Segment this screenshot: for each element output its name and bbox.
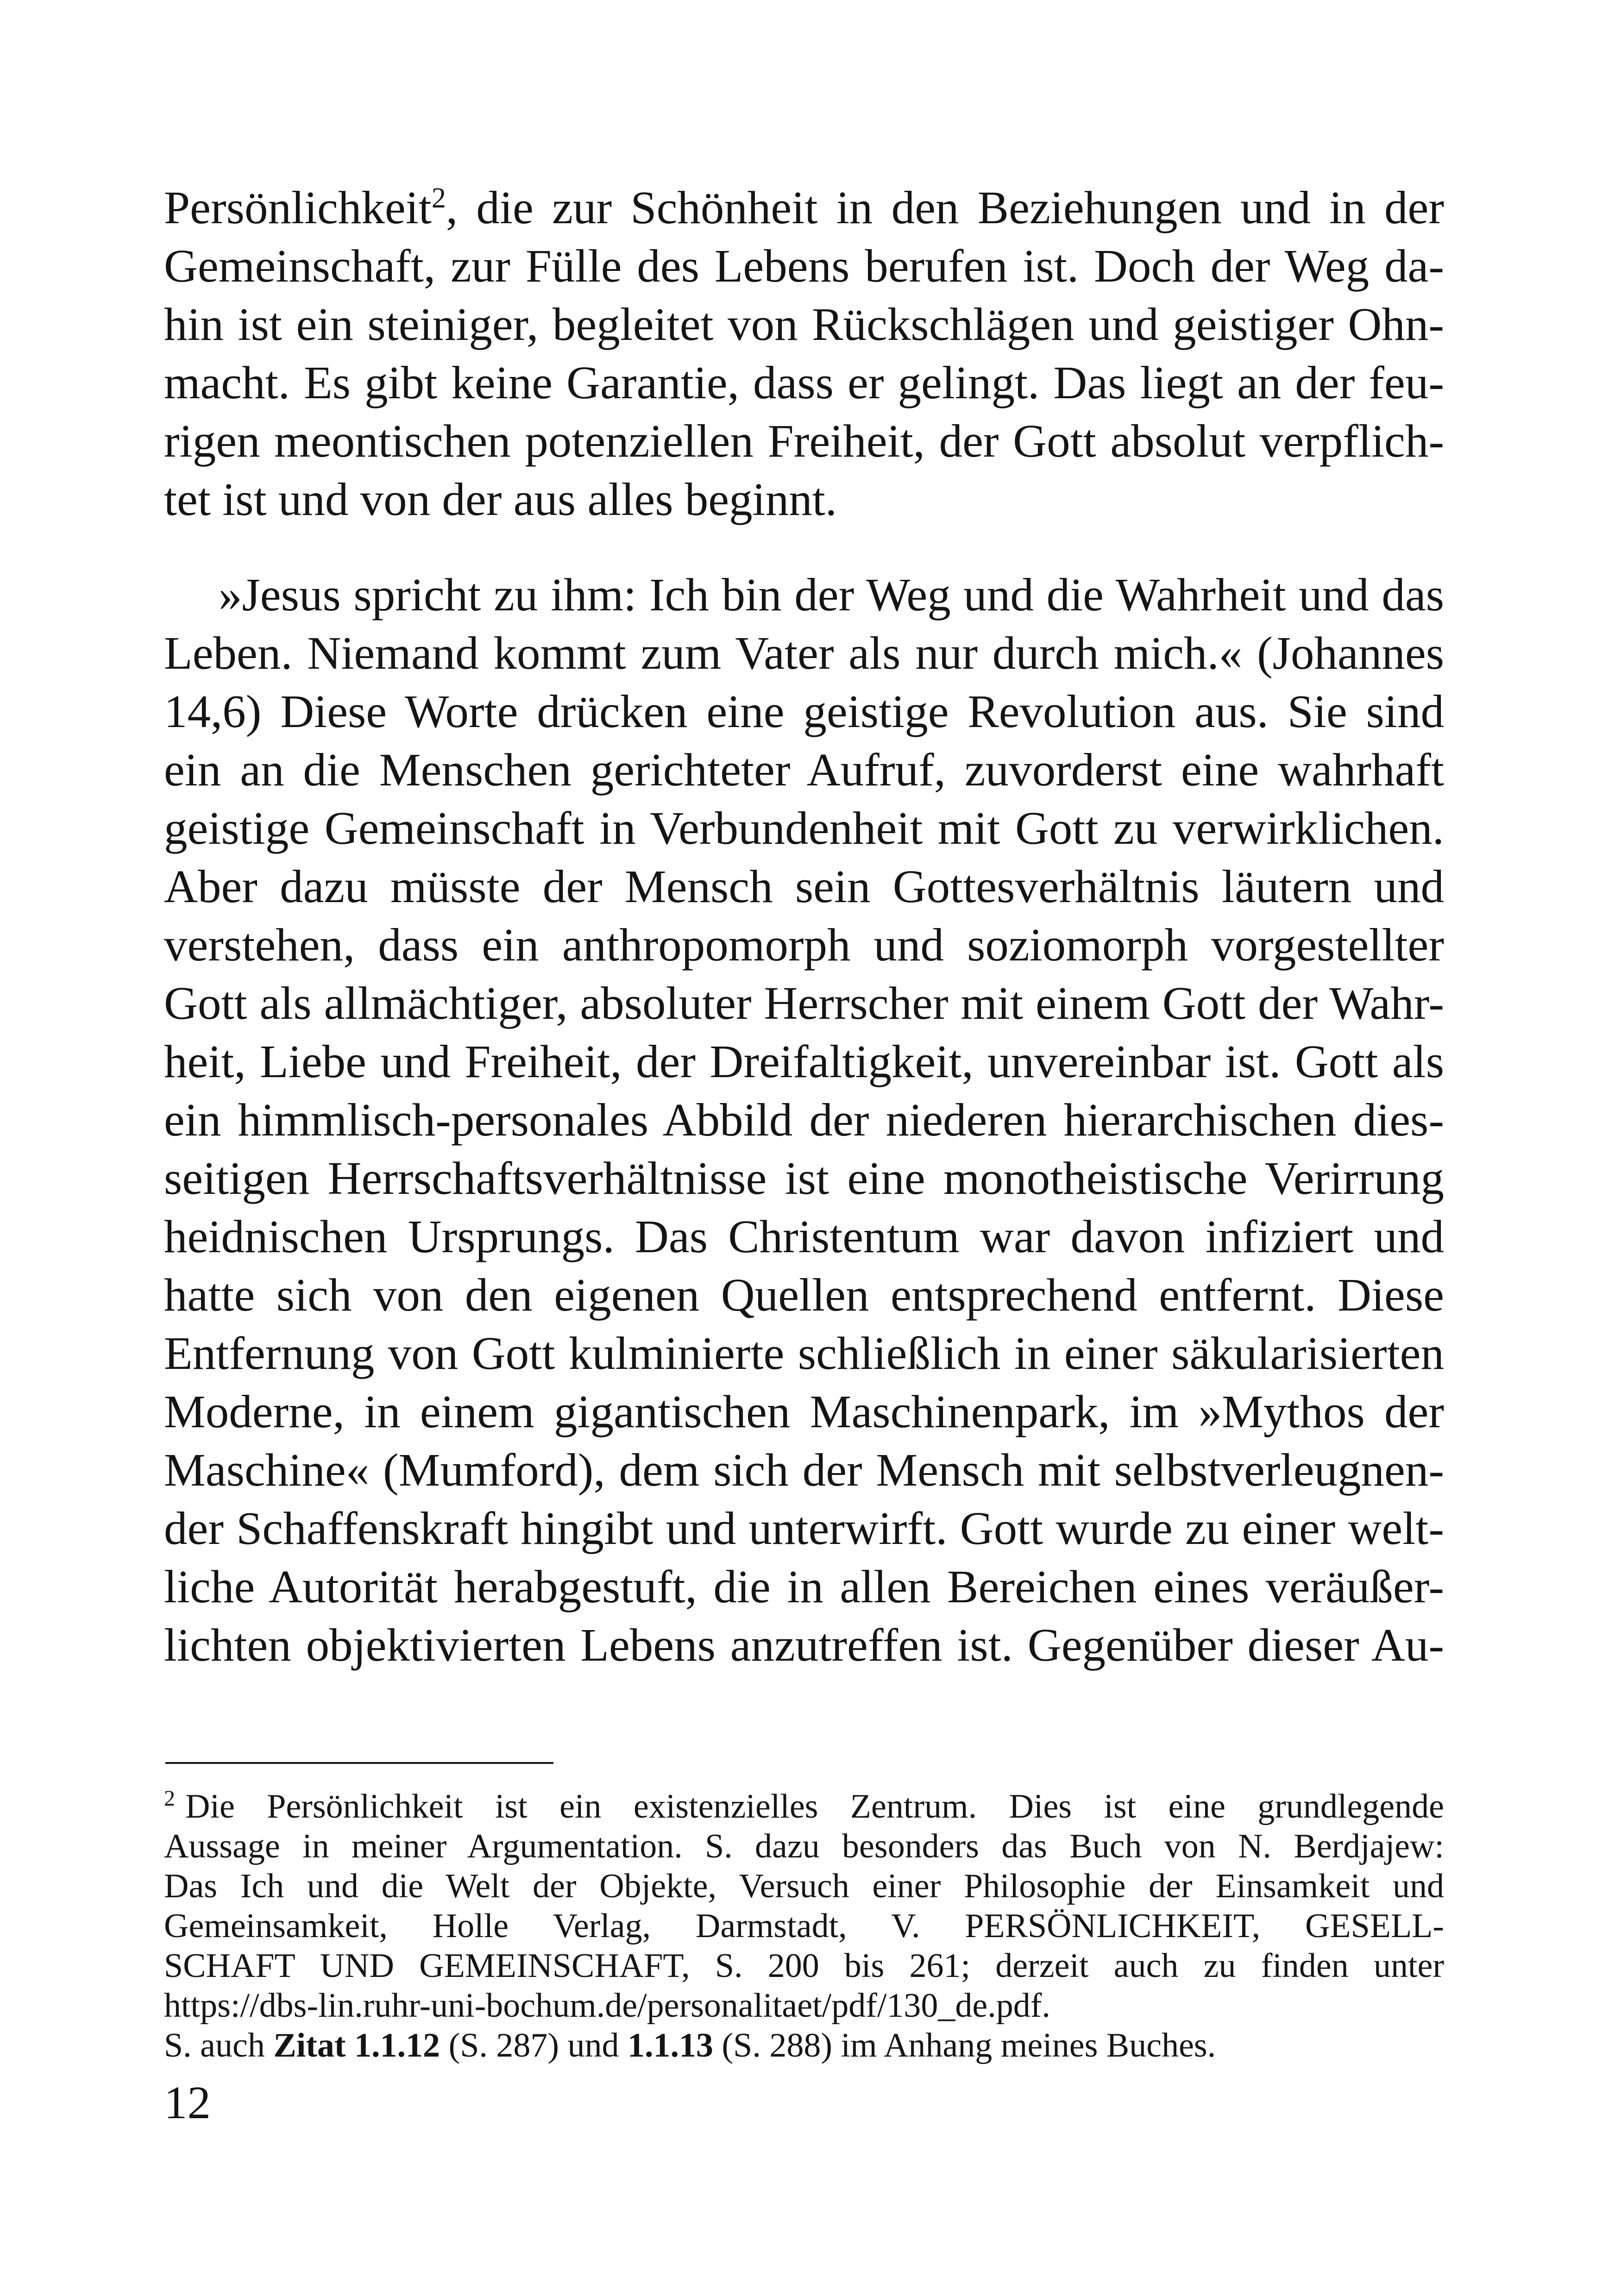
text-line: Gemeinschaft, zur Fülle des Lebens berufen ist. Doch der Weg da- xyxy=(164,240,1444,292)
footnote-marker: 2 xyxy=(164,1786,175,1811)
text-line: Maschine« (Mumford), dem sich der Mensch mit selbstverleugnen- xyxy=(164,1444,1444,1496)
text-line: verstehen, dass ein anthropomorph und soziomorph vorgestellter xyxy=(164,919,1444,971)
text-line: Leben. Niemand kommt zum Vater als nur durch mich.« (Johannes xyxy=(164,627,1444,679)
footnote-separator xyxy=(165,1762,553,1764)
footnote xyxy=(164,1787,1444,2065)
paragraph-1 xyxy=(164,178,1444,528)
footnote-line: Gemeinsamkeit, Holle Verlag, Darmstadt, V. PERSÖNLICHKEIT, GESELL- xyxy=(164,1907,1444,1945)
page-number: 12 xyxy=(164,2076,211,2128)
text-line: Persönlichkeit$^2$, die zur Schönheit in den Beziehungen und in der xyxy=(164,182,1444,233)
footnote-line: Das Ich und die Welt der Objekte, Versuch einer Philosophie der Einsamkeit und xyxy=(164,1867,1444,1905)
footnote-line: $^2$ Die Persönlichkeit ist ein existenzielles Zentrum. Dies ist eine grundlegende xyxy=(164,1786,1444,1826)
text-line: tet ist und von der aus alles beginnt. xyxy=(164,473,837,525)
text-line: Aber dazu müsste der Mensch sein Gottesverhältnis läutern und xyxy=(164,860,1444,912)
text-line: liche Autorität herabgestuft, die in allen Bereichen eines veräußer- xyxy=(164,1561,1444,1612)
text-line: Gott als allmächtiger, absoluter Herrscher mit einem Gott der Wahr- xyxy=(164,977,1444,1029)
text-line: Moderne, in einem gigantischen Maschinenpark, im »Mythos der xyxy=(164,1386,1444,1437)
text-line: Entfernung von Gott kulminierte schließlich in einer säkularisierten xyxy=(164,1327,1444,1379)
text-line: hatte sich von den eigenen Quellen entsprechend entfernt. Diese xyxy=(164,1269,1444,1321)
text-line: der Schaffenskraft hingibt und unterwirft. Gott wurde zu einer welt- xyxy=(164,1502,1444,1554)
text-line: seitigen Herrschaftsverhältnisse ist eine monotheistische Verirrung xyxy=(164,1152,1444,1204)
text-line: rigen meontischen potenziellen Freiheit, der Gott absolut verpflich- xyxy=(164,415,1444,467)
text-line: heit, Liebe und Freiheit, der Dreifaltigkeit, unvereinbar ist. Gott als xyxy=(164,1035,1444,1087)
footnote-see-also: S. auch Zitat 1.1.12 (S. 287) und 1.1.13 (S. 288) im Anhang meines Buches. xyxy=(164,2026,1216,2064)
footnote-line: SCHAFT UND GEMEINSCHAFT, S. 200 bis 261; derzeit auch zu finden unter xyxy=(164,1947,1444,1985)
main-text xyxy=(164,178,1444,1674)
text-line: heidnischen Ursprungs. Das Christentum war davon infiziert und xyxy=(164,1211,1444,1262)
footnote-url: https://dbs-lin.ruhr-uni-bochum.de/personalitaet/pdf/130_de.pdf. xyxy=(164,1987,1050,2025)
text-line: geistige Gemeinschaft in Verbundenheit mit Gott zu verwirklichen. xyxy=(164,802,1444,854)
footnote-reference: 2 xyxy=(431,182,446,214)
text-line: »Jesus spricht zu ihm: Ich bin der Weg und die Wahrheit und das xyxy=(219,569,1444,621)
paragraph-2 xyxy=(164,565,1444,1674)
text-line: ein an die Menschen gerichteter Aufruf, zuvorderst eine wahrhaft xyxy=(164,744,1444,796)
text-line: hin ist ein steiniger, begleitet von Rückschlägen und geistiger Ohn- xyxy=(164,298,1444,350)
text-line: ein himmlisch-personales Abbild der niederen hierarchischen dies- xyxy=(164,1094,1444,1146)
text-line: 14,6) Diese Worte drücken eine geistige Revolution aus. Sie sind xyxy=(164,685,1444,737)
footnote-line: Aussage in meiner Argumentation. S. dazu besonders das Buch von N. Berdjajew: xyxy=(164,1827,1444,1865)
text-line: macht. Es gibt keine Garantie, dass er gelingt. Das liegt an der feu- xyxy=(164,357,1444,408)
text-line: lichten objektivierten Lebens anzutreffen ist. Gegenüber dieser Au- xyxy=(164,1619,1444,1671)
